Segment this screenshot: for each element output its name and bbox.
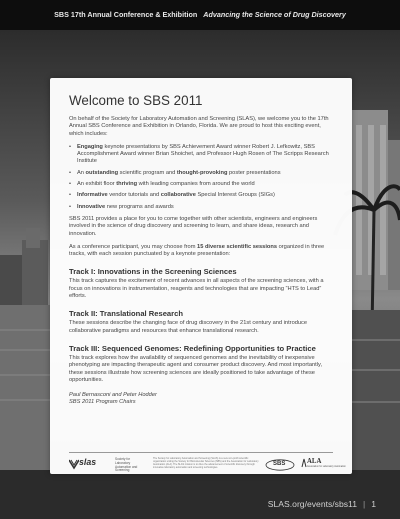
conference-banner <box>0 0 400 30</box>
track-1-description: This track captures the excitement of recent advances in all aspects of the screening sciences, with a focus on innovations in instrumentation, reagents and technologies that are impacting “HTS to Lead” efforts. <box>69 278 324 300</box>
signature <box>69 392 335 407</box>
sponsor-logos <box>69 456 346 473</box>
slas-mark-icon <box>69 458 79 470</box>
track-3-title: Track III: Sequenced Genomes: Redefining Opportunities to Practice <box>69 343 316 353</box>
signature-role: SBS 2011 Program Chairs <box>69 399 136 406</box>
page-number: 1 <box>371 499 376 509</box>
slas-wordmark: slas <box>79 457 97 467</box>
sessions-paragraph: As a conference participant, you may choose from 15 diverse scientific sessions organized in three tracks, with each session punctuated by a keynote presentation: <box>69 243 325 258</box>
signature-names: Paul Bernasconi and Peter Hodder <box>69 392 157 399</box>
footer-divider <box>69 452 333 453</box>
list-item: • Engaging keynote presentations by SBS Achievement Award winner Robert J. Lefkowitz, SBS Accomplishment Award winner Brian Shoichet, and Professor Hugh Rosen of The Scripps Research Institute <box>69 144 335 166</box>
highlights-list <box>69 144 335 211</box>
track-2-title: Track II: Translational Research <box>69 309 183 319</box>
conference-title: SBS 17th Annual Conference & Exhibition <box>54 10 198 19</box>
list-item: • An exhibit floor thriving with leading companies from around the world <box>69 181 335 188</box>
welcome-letter-card <box>50 78 352 474</box>
conference-slogan: Advancing the Science of Drug Discovery <box>203 10 346 19</box>
slas-logo <box>69 456 113 471</box>
page-title: Welcome to SBS 2011 <box>69 93 203 108</box>
sbs-wordmark: SBS <box>273 460 286 467</box>
track-3-description: This track explores how the availability of sequenced genomes and the inevitability of inexpensive phenotyping are impacting therapeutic agent and consumer product discovery. And most importantly, these sessions illustrate how screening sciences are ideally positioned to take advantage of these opportunities. <box>69 354 323 383</box>
ala-wordmark: ALA <box>307 458 322 465</box>
intro-paragraph: On behalf of the Society for Laboratory Automation and Screening (SLAS), we welcome you to the 17th Annual SBS Conference and Exhibition in Orlando, Florida. We are proud to host this exciting event, which includes: <box>69 116 329 137</box>
ala-tagline: Association for Laboratory Automation <box>307 466 346 468</box>
ala-logo <box>301 457 346 471</box>
list-item: • An outstanding scientific program and thought-provoking poster presentations <box>69 170 335 177</box>
list-item: • Innovative new programs and awards <box>69 204 335 211</box>
slas-fineprint: The Society for Laboratory Automation and Screening (SLAS) is a new non-profit scientific organization uniting the Society for Biomolecular Sciences (SBS) and the Association for Laboratory Automation (ALA). The SLAS mission is to drive the advancement of scientific discovery through innovative laboratory automation and screening technologies. <box>153 457 259 469</box>
list-item: • Informative vendor tutorials and collaborative Special Interest Groups (SIGs) <box>69 192 335 199</box>
slas-tagline: Society for Laboratory Automation and Screening <box>115 457 138 473</box>
track-2-description: These sessions describe the changing face of drug discovery in the 21st century and introduce collaborative paradigms and resources that enhance translational research. <box>69 320 308 334</box>
page-footer: SLAS.org/events/sbs11 | 1 <box>267 499 376 509</box>
event-url[interactable]: SLAS.org/events/sbs11 <box>267 499 357 509</box>
track-1-title: Track I: Innovations in the Screening Sciences <box>69 267 237 277</box>
community-paragraph: SBS 2011 provides a place for you to come together with other scientists, engineers and engineers involved in the science of drug discovery and screening to learn, and share ideas, research and innovation. <box>69 215 318 237</box>
sbs-logo <box>265 458 295 470</box>
